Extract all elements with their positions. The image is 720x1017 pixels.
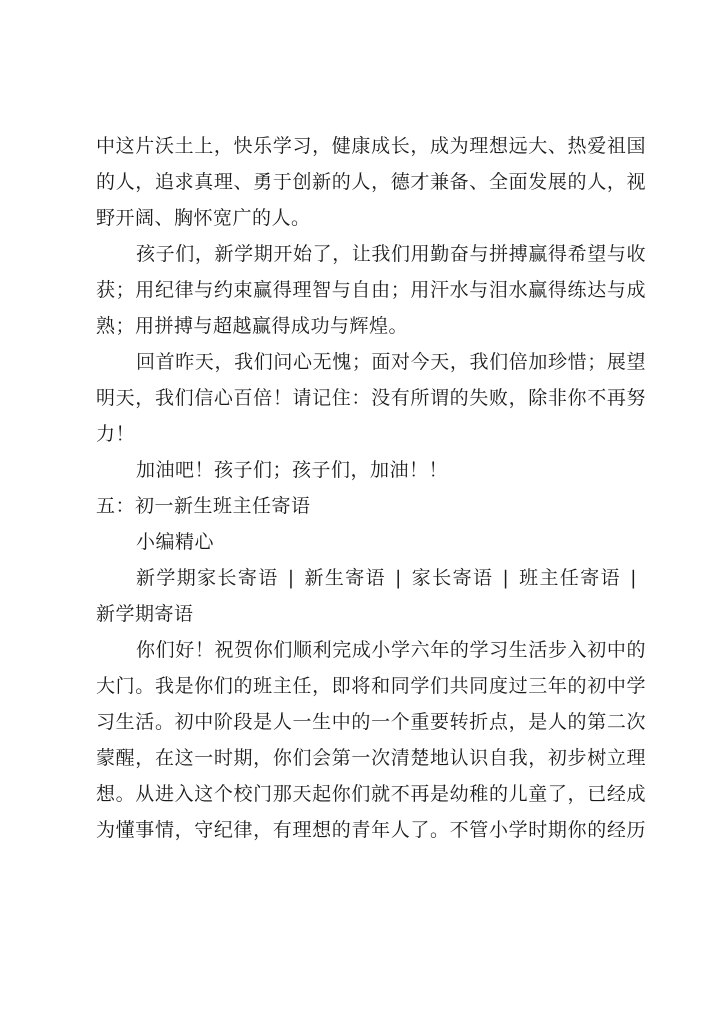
paragraph: [96, 128, 646, 236]
text-line: 加油吧！孩子们；孩子们，加油！！: [136, 459, 449, 481]
link-freshman-message[interactable]: 新生寄语: [303, 567, 387, 589]
editor-note: 小编精心: [136, 531, 215, 553]
text-line: 想。从进入这个校门那天起你们就不再是幼稚的儿童了，已经成: [96, 783, 646, 805]
text-line: 力！: [96, 423, 136, 445]
text-line: 中这片沃土上，快乐学习，健康成长，成为理想远大、热爱祖国: [96, 135, 646, 157]
text-line: 熟；用拼搏与超越赢得成功与辉煌。: [96, 315, 409, 337]
link-separator: |: [395, 567, 402, 589]
link-separator: |: [502, 567, 510, 589]
text-line: 孩子们，新学期开始了，让我们用勤奋与拼搏赢得希望与收: [136, 243, 646, 265]
text-line: 明天，我们信心百倍！请记住：没有所谓的失败，除非你不再努: [96, 387, 646, 409]
paragraph: [96, 632, 646, 848]
link-parent-message[interactable]: 家长寄语: [410, 567, 494, 589]
text-line: 野开阔、胸怀宽广的人。: [96, 207, 311, 229]
link-separator: |: [287, 567, 295, 589]
text-line: 大门。我是你们的班主任，即将和同学们共同度过三年的初中学: [96, 675, 646, 697]
document-body: [96, 128, 646, 848]
related-links: [96, 560, 646, 596]
text-line: 习生活。初中阶段是人一生中的一个重要转折点，是人的第二次: [96, 711, 646, 733]
paragraph: [96, 236, 646, 344]
link-separator: |: [630, 567, 637, 589]
text-line: 为懂事情，守纪律，有理想的青年人了。不管小学时期你的经历: [96, 819, 646, 841]
link-new-term-message[interactable]: 新学期寄语: [96, 603, 194, 625]
paragraph: [96, 344, 646, 452]
paragraph: [96, 452, 646, 488]
text-line: 的人，追求真理、勇于创新的人，德才兼备、全面发展的人，视: [96, 171, 646, 193]
text-line: 获；用纪律与约束赢得理智与自由；用汗水与泪水赢得练达与成: [96, 279, 646, 301]
link-head-teacher-message[interactable]: 班主任寄语: [518, 567, 622, 589]
link-new-term-parent-message[interactable]: 新学期家长寄语: [136, 567, 279, 589]
related-links-continued: [96, 596, 646, 632]
text-line: 你们好！祝贺你们顺利完成小学六年的学习生活步入初中的: [136, 639, 646, 661]
section-heading: 五：初一新生班主任寄语: [96, 495, 311, 517]
text-line: 蒙醒，在这一时期，你们会第一次清楚地认识自我，初步树立理: [96, 747, 646, 769]
text-line: 回首昨天，我们问心无愧；面对今天，我们倍加珍惜；展望: [136, 351, 646, 373]
